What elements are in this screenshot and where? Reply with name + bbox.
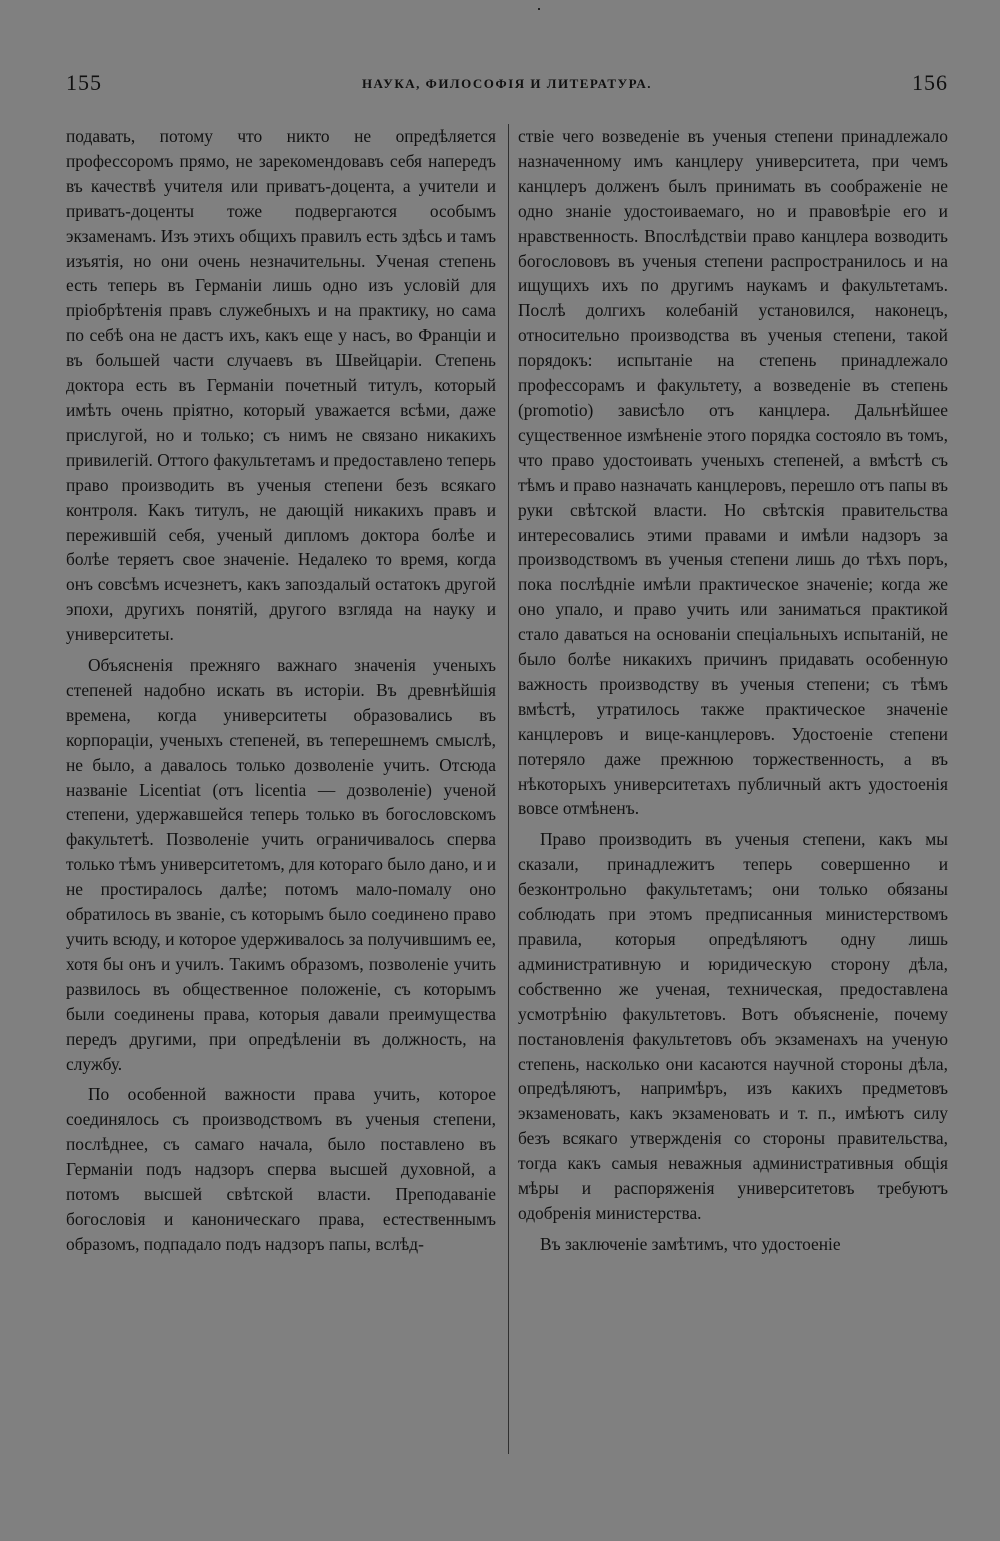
left-paragraph-2: Объясненія прежняго важнаго значенія ученыхъ степеней надобно искать въ исторіи. Въ древнѣйшія времена, когда университеты образовались въ корпораціи, ученыхъ степеней, въ теперешнемъ смыслѣ, не было, а давалось только дозволеніе учить. Отсюда названіе Licentiat (отъ licentia — дозволеніе) ученой степени, удержавшейся теперь только въ богословскомъ факультетѣ. Позволеніе учить ограничивалось сперва только тѣмъ университетомъ, для котораго было дано, и и не простиралось далѣе; потомъ мало-помалу оно обратилось въ званіе, съ которымъ было соединено право учить всюду, и которое удерживалось за получившимъ ее, хотя бы онъ и училъ. Такимъ образомъ, позволеніе учить развилось въ общественное положеніе, съ которымъ были соединены права, которыя давали преимущества передъ другими, при опредѣленіи въ должность, на службу. xyxy=(66,655,496,1074)
scan-speck xyxy=(538,8,540,10)
page-header xyxy=(66,70,948,106)
right-paragraph-1: ствіе чего возведеніе въ ученыя степени принадлежало назначенному имъ канцлеру университета, при чемъ канцлеръ долженъ былъ принимать въ соображеніе не одно знаніе удостоиваемаго, но и правовѣріе его и нравственность. Впослѣдствіи право канцлера возводить богослововъ въ ученыя степени распространилось и на ищущихъ ихъ по другимъ наукамъ и факультетамъ. Послѣ долгихъ колебаній установился, наконецъ, относительно производства въ ученыя степени, такой порядокъ: испытаніе на степень принадлежало профессорамъ и факультету, а возведеніе въ степень (promotio) зависѣло отъ канцлера. Дальнѣйшее существенное измѣненіе этого порядка состояло въ томъ, что право удостоивать ученыхъ степеней, а вмѣстѣ съ тѣмъ и право назначать канцлеровъ, перешло отъ папы въ руки свѣтской власти. Но свѣтскія правительства интересовались этими правами и имѣли надзоръ за производствомъ въ ученыя степени лишь до тѣхъ поръ, пока послѣдніе имѣли практическое значеніе; когда же оно упало, и право учить или заниматься практикой стало даваться на основаніи спеціальныхъ испытаній, не было болѣе никакихъ причинъ придавать особенную важность производству въ ученыя степени; съ тѣмъ вмѣстѣ, утратилось также практическое значеніе канцлеровъ и вице-канцлеровъ. Удостоеніе степени потеряло даже прежнюю торжественность, а въ нѣкоторыхъ университетахъ публичный актъ удостоенія вовсе отмѣненъ. xyxy=(518,126,948,819)
left-paragraph-1: подавать, потому что никто не опредѣляется профессоромъ прямо, не зарекомендовавъ себя напередъ въ качествѣ учителя или приватъ-доцента, а учители и приватъ-доценты тоже подвергаются особымъ экзаменамъ. Изъ этихъ общихъ правилъ есть здѣсь и тамъ изъятія, но они очень незначительны. Ученая степень есть теперь въ Германіи лишь одно изъ условій для пріобрѣтенія правъ служебныхъ и на практику, но сама по себѣ она не дастъ ихъ, какъ еще у насъ, во Франціи и въ большей части случаевъ въ Швейцаріи. Степень доктора есть въ Германіи почетный титулъ, который имѣть очень пріятно, который уважается всѣми, даже прислугой, но и только; съ нимъ не связано никакихъ привилегій. Оттого факультетамъ и предоставлено теперь право производить въ ученыя степени безъ всякаго контроля. Какъ титулъ, не дающій никакихъ правъ и пережившій себя, ученый дипломъ доктора болѣе и болѣе теряетъ свое значеніе. Недалеко то время, когда онъ совсѣмъ исчезнетъ, какъ запоздалый остатокъ другой эпохи, другихъ понятій, другого взгляда на науку и университеты. xyxy=(66,126,496,645)
right-paragraph-2: Право производить въ ученыя степени, какъ мы сказали, принадлежитъ теперь совершенно и безконтрольно факультетамъ; они только обязаны соблюдать при этомъ предписанныя министерствомъ правила, которыя опредѣляютъ одну лишь административную и юридическую сторону дѣла, собственно же ученая, техническая, предоставлена усмотрѣнію факультетовъ. Вотъ объясненіе, почему постановленія факультетовъ объ экзаменахъ на ученую степень, насколько они касаются научной стороны дѣла, опредѣляютъ, напримѣръ, изъ какихъ предметовъ экзаменовать, какъ экзаменовать и т. п., имѣютъ силу безъ всякаго утвержденія со стороны правительства, тогда какъ самыя неважныя административныя общія мѣры и распоряженія университетовъ требуютъ одобренія министерства. xyxy=(518,829,948,1223)
right-paragraph-3: Въ заключеніе замѣтимъ, что удостоеніе xyxy=(540,1233,841,1254)
left-paragraph-3: По особенной важности права учить, которое соединялось съ производствомъ въ ученыя степени, послѣднее, съ самаго начала, было поставлено въ Германіи подъ надзоръ сперва высшей духовной, а потомъ высшей свѣтской власти. Преподаваніе богословія и каноническаго права, естественнымъ образомъ, подпадало подъ надзоръ папы, вслѣд- xyxy=(66,1084,496,1254)
left-column xyxy=(66,124,496,1257)
page-number-left: 155 xyxy=(66,70,102,95)
column-divider xyxy=(508,124,509,1454)
running-title: НАУКА, ФИЛОСОФІЯ И ЛИТЕРАТУРА. xyxy=(361,76,653,91)
page-number-right: 156 xyxy=(912,70,948,95)
right-column xyxy=(518,124,948,1257)
